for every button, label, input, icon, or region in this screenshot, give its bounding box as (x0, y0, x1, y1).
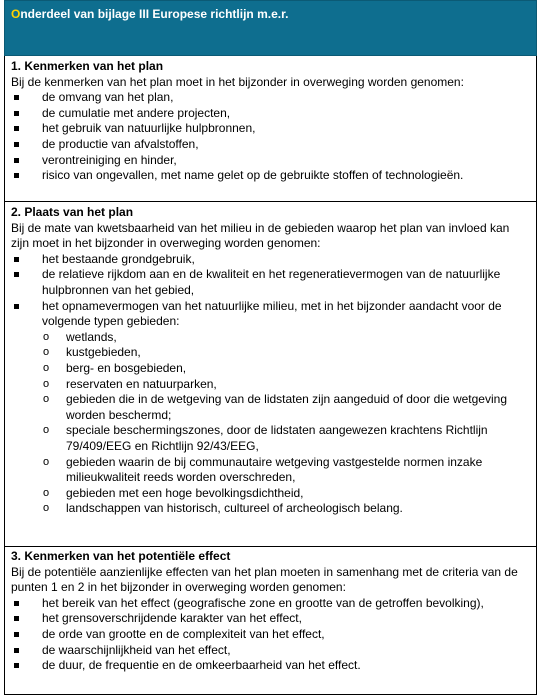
list-item: risico van ongevallen, met name gelet op de gebruikte stoffen of technologieën. (11, 168, 530, 184)
header-title: nderdeel van bijlage III Europese richtlijn m.e.r. (20, 7, 289, 21)
list-item: de waarschijnlijkheid van het effect, (11, 643, 530, 659)
bullet-list (11, 252, 530, 330)
sub-list-item: o gebieden die in de wetgeving van de lidstaten zijn aangeduid of door die wetgeving worden beschermd; (11, 392, 530, 423)
list-item: het gebruik van natuurlijke hulpbronnen, (11, 121, 530, 137)
table-header (4, 0, 537, 56)
list-item: de orde van grootte en de complexiteit van het effect, (11, 627, 530, 643)
section-intro: Bij de kenmerken van het plan moet in het bijzonder in overweging worden genomen: (11, 74, 464, 89)
list-item: de duur, de frequentie en de omkeerbaarheid van het effect. (11, 658, 530, 674)
list-item: de cumulatie met andere projecten, (11, 106, 530, 122)
sub-list-item: o berg- en bosgebieden, (11, 361, 530, 377)
list-item: het bereik van het effect (geografische zone en grootte van de getroffen bevolking), (11, 596, 530, 612)
annex-table (4, 0, 537, 695)
list-item: het opnamevermogen van het natuurlijke milieu, met in het bijzonder aandacht voor de volgende typen gebieden: (11, 299, 530, 330)
sub-list-item: o gebieden waarin de bij communautaire wetgeving vastgestelde normen inzake milieukwaliteit reeds worden overschreden, (11, 455, 530, 486)
section-title: 1. Kenmerken van het plan (11, 59, 164, 73)
section-title: 3. Kenmerken van het potentiële effect (11, 549, 231, 563)
sub-list (11, 330, 530, 517)
section-intro: Bij de potentiële aanzienlijke effecten van het plan moeten in samenhang met de criteria van de punten 1 en 2 in het bijzonder in overweging worden genomen: (11, 564, 518, 595)
list-item: de productie van afvalstoffen, (11, 137, 530, 153)
section-title: 2. Plaats van het plan (11, 205, 134, 219)
sub-list-item: o speciale beschermingszones, door de lidstaten aangewezen krachtens Richtlijn 79/409/EEG en Richtlijn 92/43/EEG, (11, 423, 530, 454)
section-intro: Bij de mate van kwetsbaarheid van het milieu in de gebieden waarop het plan van invloed kan zijn moet in het bijzonder in overweging worden genomen: (11, 220, 510, 251)
section-plan-location (4, 202, 537, 547)
list-item: de relatieve rijkdom aan en de kwaliteit en het regeneratievermogen van de natuurlijke hulpbronnen van het gebied, (11, 267, 530, 298)
section-plan-characteristics (4, 56, 537, 202)
bullet-list (11, 596, 530, 674)
sub-list-item: o landschappen van historisch, cultureel of archeologisch belang. (11, 501, 530, 517)
sub-list-item: o reservaten en natuurparken, (11, 377, 530, 393)
bullet-list (11, 90, 530, 184)
list-item: het grensoverschrijdende karakter van het effect, (11, 611, 530, 627)
header-first-letter: O (11, 7, 21, 21)
sub-list-item: o wetlands, (11, 330, 530, 346)
list-item: verontreiniging en hinder, (11, 153, 530, 169)
list-item: de omvang van het plan, (11, 90, 530, 106)
list-item: het bestaande grondgebruik, (11, 252, 530, 268)
sub-list-item: o kustgebieden, (11, 345, 530, 361)
section-potential-effect (4, 547, 537, 695)
sub-list-item: o gebieden met een hoge bevolkingsdichtheid, (11, 486, 530, 502)
